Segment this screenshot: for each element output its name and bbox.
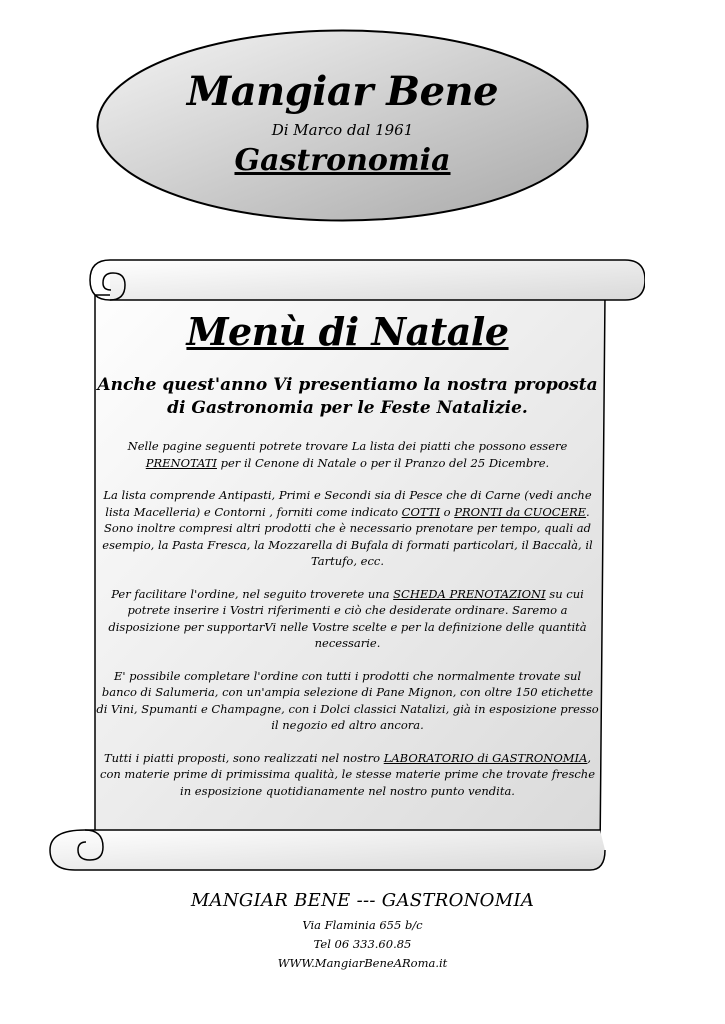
p2-text-c: . Sono inoltre compresi altri prodotti che è necessario prenotare per tempo, quali ad esempio, la Pasta Fresca, la Mozzarella di Bufala di formati particolari, il Baccalà, il Tartufo, ecc. bbox=[102, 504, 593, 568]
paragraph-1 bbox=[95, 438, 600, 471]
brand-subtitle: Gastronomia bbox=[234, 143, 451, 178]
p3-text-a: Per facilitare l'ordine, nel seguito troverete una bbox=[111, 586, 394, 601]
footer-address: Via Flaminia 655 b/c bbox=[302, 918, 423, 932]
scroll-content bbox=[95, 305, 600, 815]
p1-underlined: PRENOTATI bbox=[145, 455, 217, 470]
p2-text-b: o bbox=[439, 504, 455, 519]
lead-text: Anche quest'anno Vi presentiamo la nostra proposta di Gastronomia per le Feste Natalizie. bbox=[97, 375, 598, 418]
paragraph-4 bbox=[95, 668, 600, 734]
p5-underlined: LABORATORIO di GASTRONOMIA bbox=[383, 750, 588, 765]
p5-text-b: , con materie prime di primissima qualità, le stesse materie prime che trovate fresche in esposizione quotidianamente nel nostro punto vendita. bbox=[100, 750, 595, 798]
menu-title: Menù di Natale bbox=[186, 309, 509, 354]
p5-text-a: Tutti i piatti proposti, sono realizzati nel nostro bbox=[103, 750, 384, 765]
paragraph-3 bbox=[95, 586, 600, 652]
p3-underlined: SCHEDA PRENOTAZIONI bbox=[393, 586, 546, 601]
brand-since: Di Marco dal 1961 bbox=[271, 121, 414, 139]
p2-underlined-2: PRONTI da CUOCERE bbox=[454, 504, 587, 519]
footer-name: MANGIAR BENE --- GASTRONOMIA bbox=[190, 890, 535, 911]
p1-text-a: Nelle pagine seguenti potrete trovare La lista dei piatti che possono essere bbox=[127, 439, 568, 453]
paragraph-5 bbox=[95, 750, 600, 800]
p3-text-b: su cui potrete inserire i Vostri riferimenti e ciò che desiderate ordinare. Saremo a disposizione per supportarVi nelle Vostre scelte e per la definizione delle quantità necessarie. bbox=[108, 586, 587, 650]
p2-text-a: La lista comprende Antipasti, Primi e Secondi sia di Pesce che di Carne (vedi anche lista Macelleria) e Contorni , forniti come indicato bbox=[103, 488, 592, 519]
footer-website[interactable]: WWW.MangiarBeneARoma.it bbox=[277, 956, 448, 970]
p1-text-b: per il Cenone di Natale o per il Pranzo del 25 Dicembre. bbox=[216, 455, 550, 470]
paragraph-2 bbox=[95, 487, 600, 570]
footer-phone: Tel 06 333.60.85 bbox=[313, 937, 412, 951]
p4-text-a: E' possibile completare l'ordine con tutti i prodotti che normalmente trovate sul banco di Salumeria, con un'ampia selezione di Pane Mignon, con oltre 150 etichette di Vini, Spumanti e Champagne, con i Dolci classici Natalizi, già in esposizione presso il negozio ed altro ancora. bbox=[96, 668, 599, 732]
p2-underlined-1: COTTI bbox=[401, 504, 440, 519]
header-oval bbox=[95, 28, 590, 223]
brand-title: Mangiar Bene bbox=[186, 68, 499, 115]
